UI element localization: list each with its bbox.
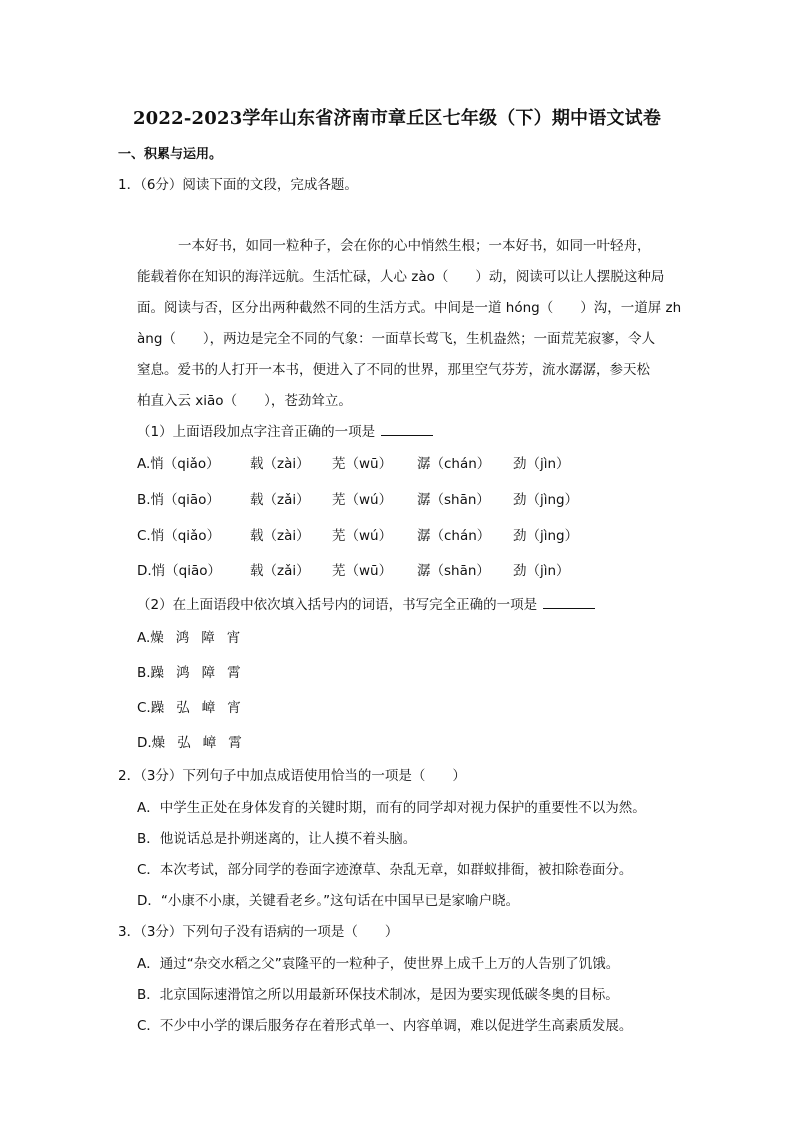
option-word: 嶂 bbox=[201, 700, 216, 716]
option-row-b bbox=[137, 491, 657, 509]
word-option-d bbox=[137, 734, 254, 752]
word-option-a bbox=[137, 629, 252, 647]
passage-line: 柏直入云 xiāo（ ），苍劲耸立。 bbox=[137, 393, 352, 409]
question-2-option-a: A．中学生正处在身体发育的关键时期，而有的同学却对视力保护的重要性不以为然。 bbox=[137, 800, 646, 816]
question-3-option-a: A．通过“杂交水稻之父”袁隆平的一粒种子，使世界上成千上万的人告别了饥饿。 bbox=[137, 956, 620, 972]
option-word: 宵 bbox=[226, 630, 241, 646]
answer-blank bbox=[543, 596, 595, 609]
question-3-stem: 3．（3分）下列句子没有语病的一项是（ ） bbox=[118, 924, 399, 940]
question-2-option-d: D．“小康不小康，关键看老乡。”这句话在中国早已是家喻户晓。 bbox=[137, 893, 520, 909]
passage-line: 一本好书，如同一粒种子，会在你的心中悄然生根；一本好书，如同一叶轻舟， bbox=[178, 238, 651, 254]
option-row-c bbox=[137, 527, 657, 545]
sub-question-1-stem: （1）上面语段加点字注音正确的一项是 bbox=[137, 424, 376, 440]
question-3-option-b: B．北京国际速滑馆之所以用最新环保技术制冰，是因为要实现低碳冬奥的目标。 bbox=[137, 987, 619, 1003]
option-item: 潺（shān） bbox=[417, 492, 490, 508]
option-word: 鸿 bbox=[175, 630, 190, 646]
option-item: 载（zài） bbox=[250, 456, 310, 472]
answer-blank bbox=[381, 423, 433, 436]
option-word: 霄 bbox=[227, 665, 241, 681]
option-item: 芜（wú） bbox=[332, 492, 393, 508]
passage-line: àng（ ），两边是完全不同的气象：一面草长莺飞，生机盎然；一面荒芜寂寥，令人 bbox=[137, 331, 656, 347]
word-option-b bbox=[137, 664, 253, 682]
option-item: 劲（jìng） bbox=[513, 528, 579, 544]
option-word: 鸿 bbox=[176, 665, 190, 681]
option-word: 弘 bbox=[176, 700, 190, 716]
option-label: C.悄（qiǎo） bbox=[137, 528, 221, 544]
option-item: 载（zài） bbox=[250, 528, 310, 544]
option-item: 载（zǎi） bbox=[250, 492, 310, 508]
question-2-option-c: C．本次考试，部分同学的卷面字迹潦草、杂乱无章，如群蚁排衙，被扣除卷面分。 bbox=[137, 862, 633, 878]
option-word: 霄 bbox=[228, 735, 242, 751]
section-heading: 一、积累与运用。 bbox=[118, 147, 223, 162]
option-item: 芜（wū） bbox=[332, 563, 393, 579]
option-item: 潺（chán） bbox=[417, 528, 491, 544]
option-item: 潺（shān） bbox=[417, 563, 490, 579]
option-label: B.躁 bbox=[137, 665, 165, 681]
option-label: D.悄（qiāo） bbox=[137, 563, 222, 579]
option-word: 障 bbox=[201, 630, 215, 646]
sub-question-2 bbox=[137, 596, 595, 614]
option-word: 宵 bbox=[227, 700, 241, 716]
option-word: 嶂 bbox=[202, 735, 217, 751]
option-label: A.燥 bbox=[137, 630, 164, 646]
sub-question-2-stem: （2）在上面语段中依次填入括号内的词语，书写完全正确的一项是 bbox=[137, 597, 538, 613]
word-option-c bbox=[137, 699, 253, 717]
option-item: 劲（jìn） bbox=[513, 456, 570, 472]
option-word: 弘 bbox=[177, 735, 191, 751]
option-label: B.悄（qiāo） bbox=[137, 492, 220, 508]
option-label: C.躁 bbox=[137, 700, 165, 716]
option-item: 劲（jìng） bbox=[513, 492, 579, 508]
passage-line: 窒息。爱书的人打开一本书，便进入了不同的世界，那里空气芬芳，流水潺潺，参天松 bbox=[137, 362, 650, 378]
option-label: A.悄（qiǎo） bbox=[137, 456, 220, 472]
option-item: 潺（chán） bbox=[417, 456, 491, 472]
option-row-d bbox=[137, 562, 657, 580]
sub-question-1 bbox=[137, 423, 433, 441]
question-1-stem: 1．（6分）阅读下面的文段，完成各题。 bbox=[118, 177, 358, 193]
question-2-option-b: B．他说话总是扑朔迷离的，让人摸不着头脑。 bbox=[137, 831, 417, 847]
question-2-stem: 2．（3分）下列句子中加点成语使用恰当的一项是（ ） bbox=[118, 768, 466, 784]
option-item: 劲（jìn） bbox=[513, 563, 570, 579]
option-label: D.燥 bbox=[137, 735, 166, 751]
exam-title: 2022-2023学年山东省济南市章丘区七年级（下）期中语文试卷 bbox=[132, 108, 662, 129]
option-row-a bbox=[137, 455, 657, 473]
option-word: 障 bbox=[201, 665, 216, 681]
option-item: 载（zǎi） bbox=[250, 563, 310, 579]
question-3-option-c: C．不少中小学的课后服务存在着形式单一、内容单调，难以促进学生高素质发展。 bbox=[137, 1018, 633, 1034]
option-item: 芜（wū） bbox=[332, 456, 393, 472]
option-item: 芜（wú） bbox=[332, 528, 393, 544]
passage-line: 面。阅读与否，区分出两种截然不同的生活方式。中间是一道 hóng（ ）沟，一道屏 zh bbox=[137, 300, 682, 316]
passage-line: 能载着你在知识的海洋远航。生活忙碌，人心 zào（ ）动，阅读可以让人摆脱这种局 bbox=[137, 269, 665, 285]
